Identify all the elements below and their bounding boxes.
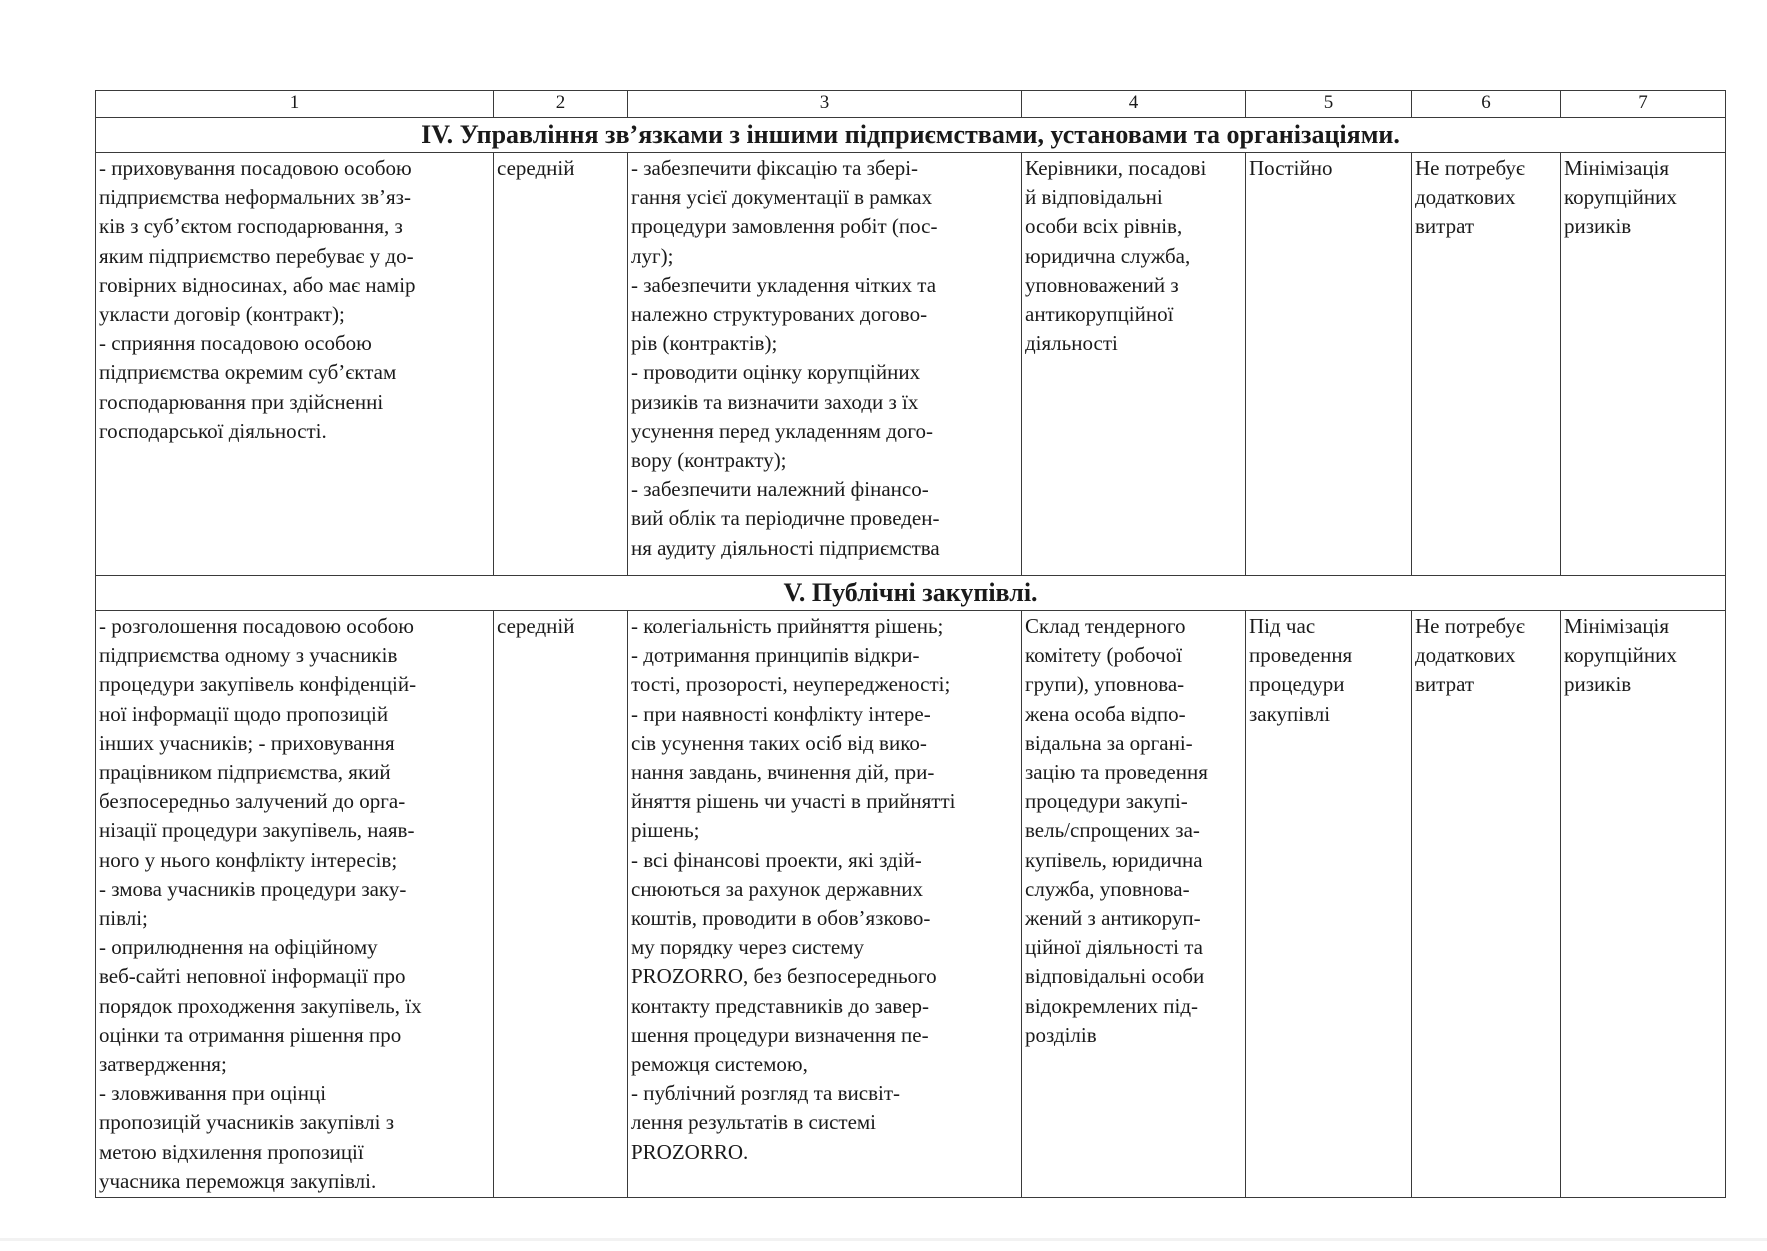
text-line: говірних відносинах, або має намір — [99, 272, 416, 297]
text-line: розділів — [1025, 1022, 1097, 1047]
text-line: - дотримання принципів відкри- — [631, 643, 920, 668]
text-line: особи всіх рівнів, — [1025, 214, 1183, 239]
text-line: процедури закупі- — [1025, 789, 1188, 814]
text-line: безпосередньо залучений до орга- — [99, 789, 406, 814]
text-line: ризиків — [1564, 672, 1632, 697]
text-line: процедури — [1249, 672, 1345, 697]
risk-level-cell — [494, 153, 628, 576]
text-line: PROZORRO. — [631, 1139, 749, 1164]
text-line: рішень; — [631, 818, 700, 843]
text-line: ної інформації щодо пропозицій — [99, 701, 389, 726]
text-line: ного у нього конфлікту інтересів; — [99, 847, 398, 872]
text-line: ків з суб’єктом господарювання, з — [99, 214, 403, 239]
text-line: додаткових — [1415, 185, 1516, 210]
text-line: контакту представників до завер- — [631, 993, 929, 1018]
text-line: сів усунення таких осіб від вико- — [631, 730, 927, 755]
table-row — [96, 611, 1726, 1198]
text-line: Постійно — [1249, 156, 1333, 180]
text-line: й відповідальні — [1025, 185, 1163, 210]
text-line: порядок проходження закупівель, їх — [99, 993, 422, 1018]
text-line: Не потребує — [1415, 156, 1525, 180]
expected-result-cell — [1561, 153, 1726, 576]
text-line: інших учасників; - приховування — [99, 730, 395, 755]
text-line: корупційних — [1564, 643, 1677, 668]
text-line: відальна за органі- — [1025, 730, 1193, 755]
scan-edge-line — [0, 1238, 1767, 1241]
text-line: - колегіальність прийняття рішень; — [631, 614, 944, 638]
text-line: ризиків — [1564, 214, 1632, 239]
text-line: підприємства окремим суб’єктам — [99, 360, 397, 385]
section-heading-row — [96, 576, 1726, 611]
text-line: уповноважений з — [1025, 272, 1179, 297]
text-line: - публічний розгляд та висвіт- — [631, 1081, 901, 1106]
text-line: Мінімізація — [1564, 156, 1670, 180]
text-line: процедури закупівель конфіденцій- — [99, 672, 417, 697]
text-line: ня аудиту діяльності підприємства — [631, 535, 940, 560]
text-line: підприємства одному з учасників — [99, 643, 398, 668]
text-line: нізації процедури закупівель, наяв- — [99, 818, 415, 843]
text-line: ризиків та визначити заходи з їх — [631, 389, 919, 414]
text-line: витрат — [1415, 214, 1475, 239]
text-line: працівником підприємства, який — [99, 760, 391, 785]
text-line: Під час — [1249, 614, 1316, 638]
text-line: PROZORRO, без безпосереднього — [631, 964, 937, 989]
text-line: процедури замовлення робіт (пос- — [631, 214, 938, 239]
text-line: усунення перед укладенням дого- — [631, 418, 933, 443]
column-number: 7 — [1561, 91, 1726, 118]
resources-cell — [1412, 153, 1561, 576]
anticorruption-measures-table — [95, 90, 1726, 1198]
text-line: підприємства неформальних зв’яз- — [99, 185, 411, 210]
term-cell — [1246, 153, 1412, 576]
risk-description-cell — [96, 153, 494, 576]
text-line: витрат — [1415, 672, 1475, 697]
risk-level-cell — [494, 611, 628, 1198]
column-number: 2 — [494, 91, 628, 118]
column-number: 6 — [1412, 91, 1561, 118]
text-line: - оприлюднення на офіційному — [99, 935, 378, 960]
responsible-persons-cell — [1022, 611, 1246, 1198]
text-line: реможця системою, — [631, 1052, 808, 1077]
text-line: укласти договір (контракт); — [99, 302, 345, 327]
text-line: середній — [497, 614, 575, 638]
text-line: корупційних — [1564, 185, 1677, 210]
text-line: відповідальні особи — [1025, 964, 1205, 989]
text-line: веб-сайті неповної інформації про — [99, 964, 406, 989]
text-line: учасника переможця закупівлі. — [99, 1168, 377, 1193]
column-number: 5 — [1246, 91, 1412, 118]
text-line: вель/спрощених за- — [1025, 818, 1200, 843]
section-title: IV. Управління зв’язками з іншими підприємствами, установами та організаціями. — [96, 118, 1726, 153]
column-number: 4 — [1022, 91, 1246, 118]
measures-cell — [628, 611, 1022, 1198]
text-line: - приховування посадовою особою — [99, 156, 412, 180]
text-line: закупівлі — [1249, 701, 1331, 726]
column-number: 3 — [628, 91, 1022, 118]
section-heading-row — [96, 118, 1726, 153]
text-line: - забезпечити належний фінансо- — [631, 477, 929, 502]
text-line: тості, прозорості, неупередженості; — [631, 672, 951, 697]
text-line: - при наявності конфлікту інтере- — [631, 701, 931, 726]
text-line: йняття рішень чи участі в прийнятті — [631, 789, 956, 814]
section-title: V. Публічні закупівлі. — [96, 576, 1726, 611]
text-line: оцінки та отримання рішення про — [99, 1022, 402, 1047]
text-line: Керівники, посадові — [1025, 156, 1207, 180]
text-line: жена особа відпо- — [1025, 701, 1186, 726]
term-cell — [1246, 611, 1412, 1198]
text-line: гання усієї документації в рамках — [631, 185, 933, 210]
text-line: вий облік та періодичне проведен- — [631, 506, 940, 531]
text-line: - розголошення посадовою особою — [99, 614, 414, 638]
text-line: комітету (робочої — [1025, 643, 1183, 668]
text-line: господарської діяльності. — [99, 418, 327, 443]
text-line: луг); — [631, 243, 674, 268]
text-line: служба, уповнова- — [1025, 876, 1190, 901]
text-line: затвердження; — [99, 1052, 227, 1077]
text-line: середній — [497, 156, 575, 180]
text-line: юридична служба, — [1025, 243, 1191, 268]
text-line: - забезпечити укладення чітких та — [631, 272, 937, 297]
resources-cell — [1412, 611, 1561, 1198]
text-line: нання завдань, вчинення дій, при- — [631, 760, 935, 785]
text-line: снюються за рахунок державних — [631, 876, 923, 901]
text-line: Не потребує — [1415, 614, 1525, 638]
text-line: додаткових — [1415, 643, 1516, 668]
text-line: жений з антикоруп- — [1025, 906, 1201, 931]
text-line: му порядку через систему — [631, 935, 864, 960]
text-line: метою відхилення пропозиції — [99, 1139, 364, 1164]
text-line: відокремлених під- — [1025, 993, 1199, 1018]
text-line: проведення — [1249, 643, 1353, 668]
text-line: ційної діяльності та — [1025, 935, 1203, 960]
text-line: - всі фінансові проекти, які здій- — [631, 847, 922, 872]
text-line: - змова учасників процедури заку- — [99, 876, 407, 901]
text-line: лення результатів в системі — [631, 1110, 877, 1135]
text-line: рів (контрактів); — [631, 331, 778, 356]
table-row — [96, 153, 1726, 576]
text-line: - зловживання при оцінці — [99, 1081, 327, 1106]
text-line: - сприяння посадовою особою — [99, 331, 372, 356]
responsible-persons-cell — [1022, 153, 1246, 576]
text-line: - проводити оцінку корупційних — [631, 360, 921, 385]
text-line: Мінімізація — [1564, 614, 1670, 638]
column-number: 1 — [96, 91, 494, 118]
text-line: групи), уповнова- — [1025, 672, 1185, 697]
text-line: діяльності — [1025, 331, 1118, 356]
text-line: господарювання при здійсненні — [99, 389, 384, 414]
text-line: антикорупційної — [1025, 302, 1174, 327]
text-line: належно структурованих догово- — [631, 302, 928, 327]
text-line: купівель, юридична — [1025, 847, 1203, 872]
text-line: яким підприємство перебуває у до- — [99, 243, 414, 268]
text-line: зацію та проведення — [1025, 760, 1208, 785]
text-line: - забезпечити фіксацію та збері- — [631, 156, 919, 180]
text-line: Склад тендерного — [1025, 614, 1186, 638]
text-line: коштів, проводити в обов’язково- — [631, 906, 931, 931]
text-line: півлі; — [99, 906, 148, 931]
text-line: вору (контракту); — [631, 448, 787, 473]
column-number-row — [96, 91, 1726, 118]
measures-cell — [628, 153, 1022, 576]
text-line: шення процедури визначення пе- — [631, 1022, 929, 1047]
risk-description-cell — [96, 611, 494, 1198]
expected-result-cell — [1561, 611, 1726, 1198]
text-line: пропозицій учасників закупівлі з — [99, 1110, 395, 1135]
